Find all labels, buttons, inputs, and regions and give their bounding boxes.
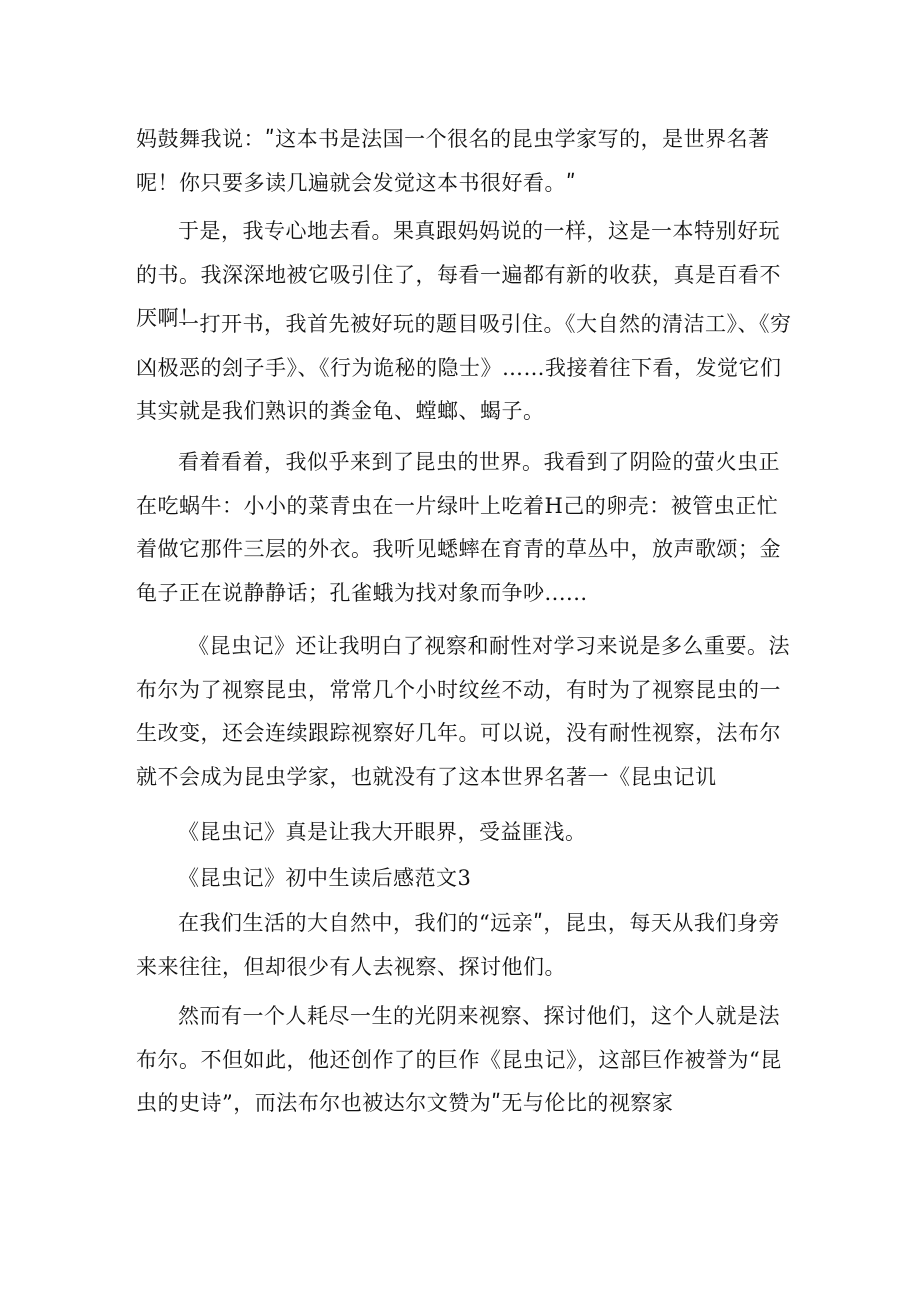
paragraph-4: 看着看着，我似乎来到了昆虫的世界。我看到了阴险的萤火虫正在吃蜗牛：小小的菜青虫在一片绿叶上吃着H己的卵壳：被管虫正忙着做它那件三层的外衣。我听见蟋蟀在育青的草丛中，放声歌颂；金龟子正在说静静话；孔雀蛾为找对象而争吵...... — [136, 450, 781, 605]
section-heading: 《昆虫记》初中生读后感范文3 — [178, 866, 472, 890]
paragraph-5: 《昆虫记》还让我明白了视察和耐性对学习来说是多么重要。法布尔为了视察昆虫，常常几个小时纹丝不动，有时为了视察昆虫的一生改变，还会连续跟踪视察好几年。可以说，没有耐性视察，法布尔就不会成为昆虫学家，也就没有了这本世界名著一《昆虫记讥 — [136, 634, 790, 789]
paragraph-2: 于是，我专心地去看。果真跟妈妈说的一样，这是一本特别好玩的书。我深深地被它吸引住了，每看一遍都有新的收获，真是百看不厌啊！ — [136, 219, 781, 330]
paragraph-3: 一打开书，我首先被好玩的题目吸引住。《大自然的清洁工》、《穷凶极恶的刽子手》、《行为诡秘的隐士》……我接着往下看，发觉它们其实就是我们熟识的粪金龟、螳螂、蝎子。 — [136, 312, 792, 423]
paragraph-6: 《昆虫记》真是让我大开眼界，受益匪浅。 — [178, 820, 587, 844]
paragraph-7: 在我们生活的大自然中，我们的“远亲ʺ，昆虫，每天从我们身旁来来往往，但却很少有人去视察、探讨他们。 — [136, 911, 780, 979]
paragraph-1: 妈鼓舞我说：ʺ这本书是法国一个很名的昆虫学家写的，是世界名著呢！你只要多读几遍就会发觉这本书很好看。ʺ — [136, 127, 770, 195]
paragraph-8: 然而有一个人耗尽一生的光阴来视察、探讨他们，这个人就是法布尔。不但如此，他还创作了的巨作《昆虫记》，这部巨作被誉为“昆虫的史诗”，而法布尔也被达尔文赞为ʺ无与伦比的视察家 — [136, 1004, 782, 1115]
